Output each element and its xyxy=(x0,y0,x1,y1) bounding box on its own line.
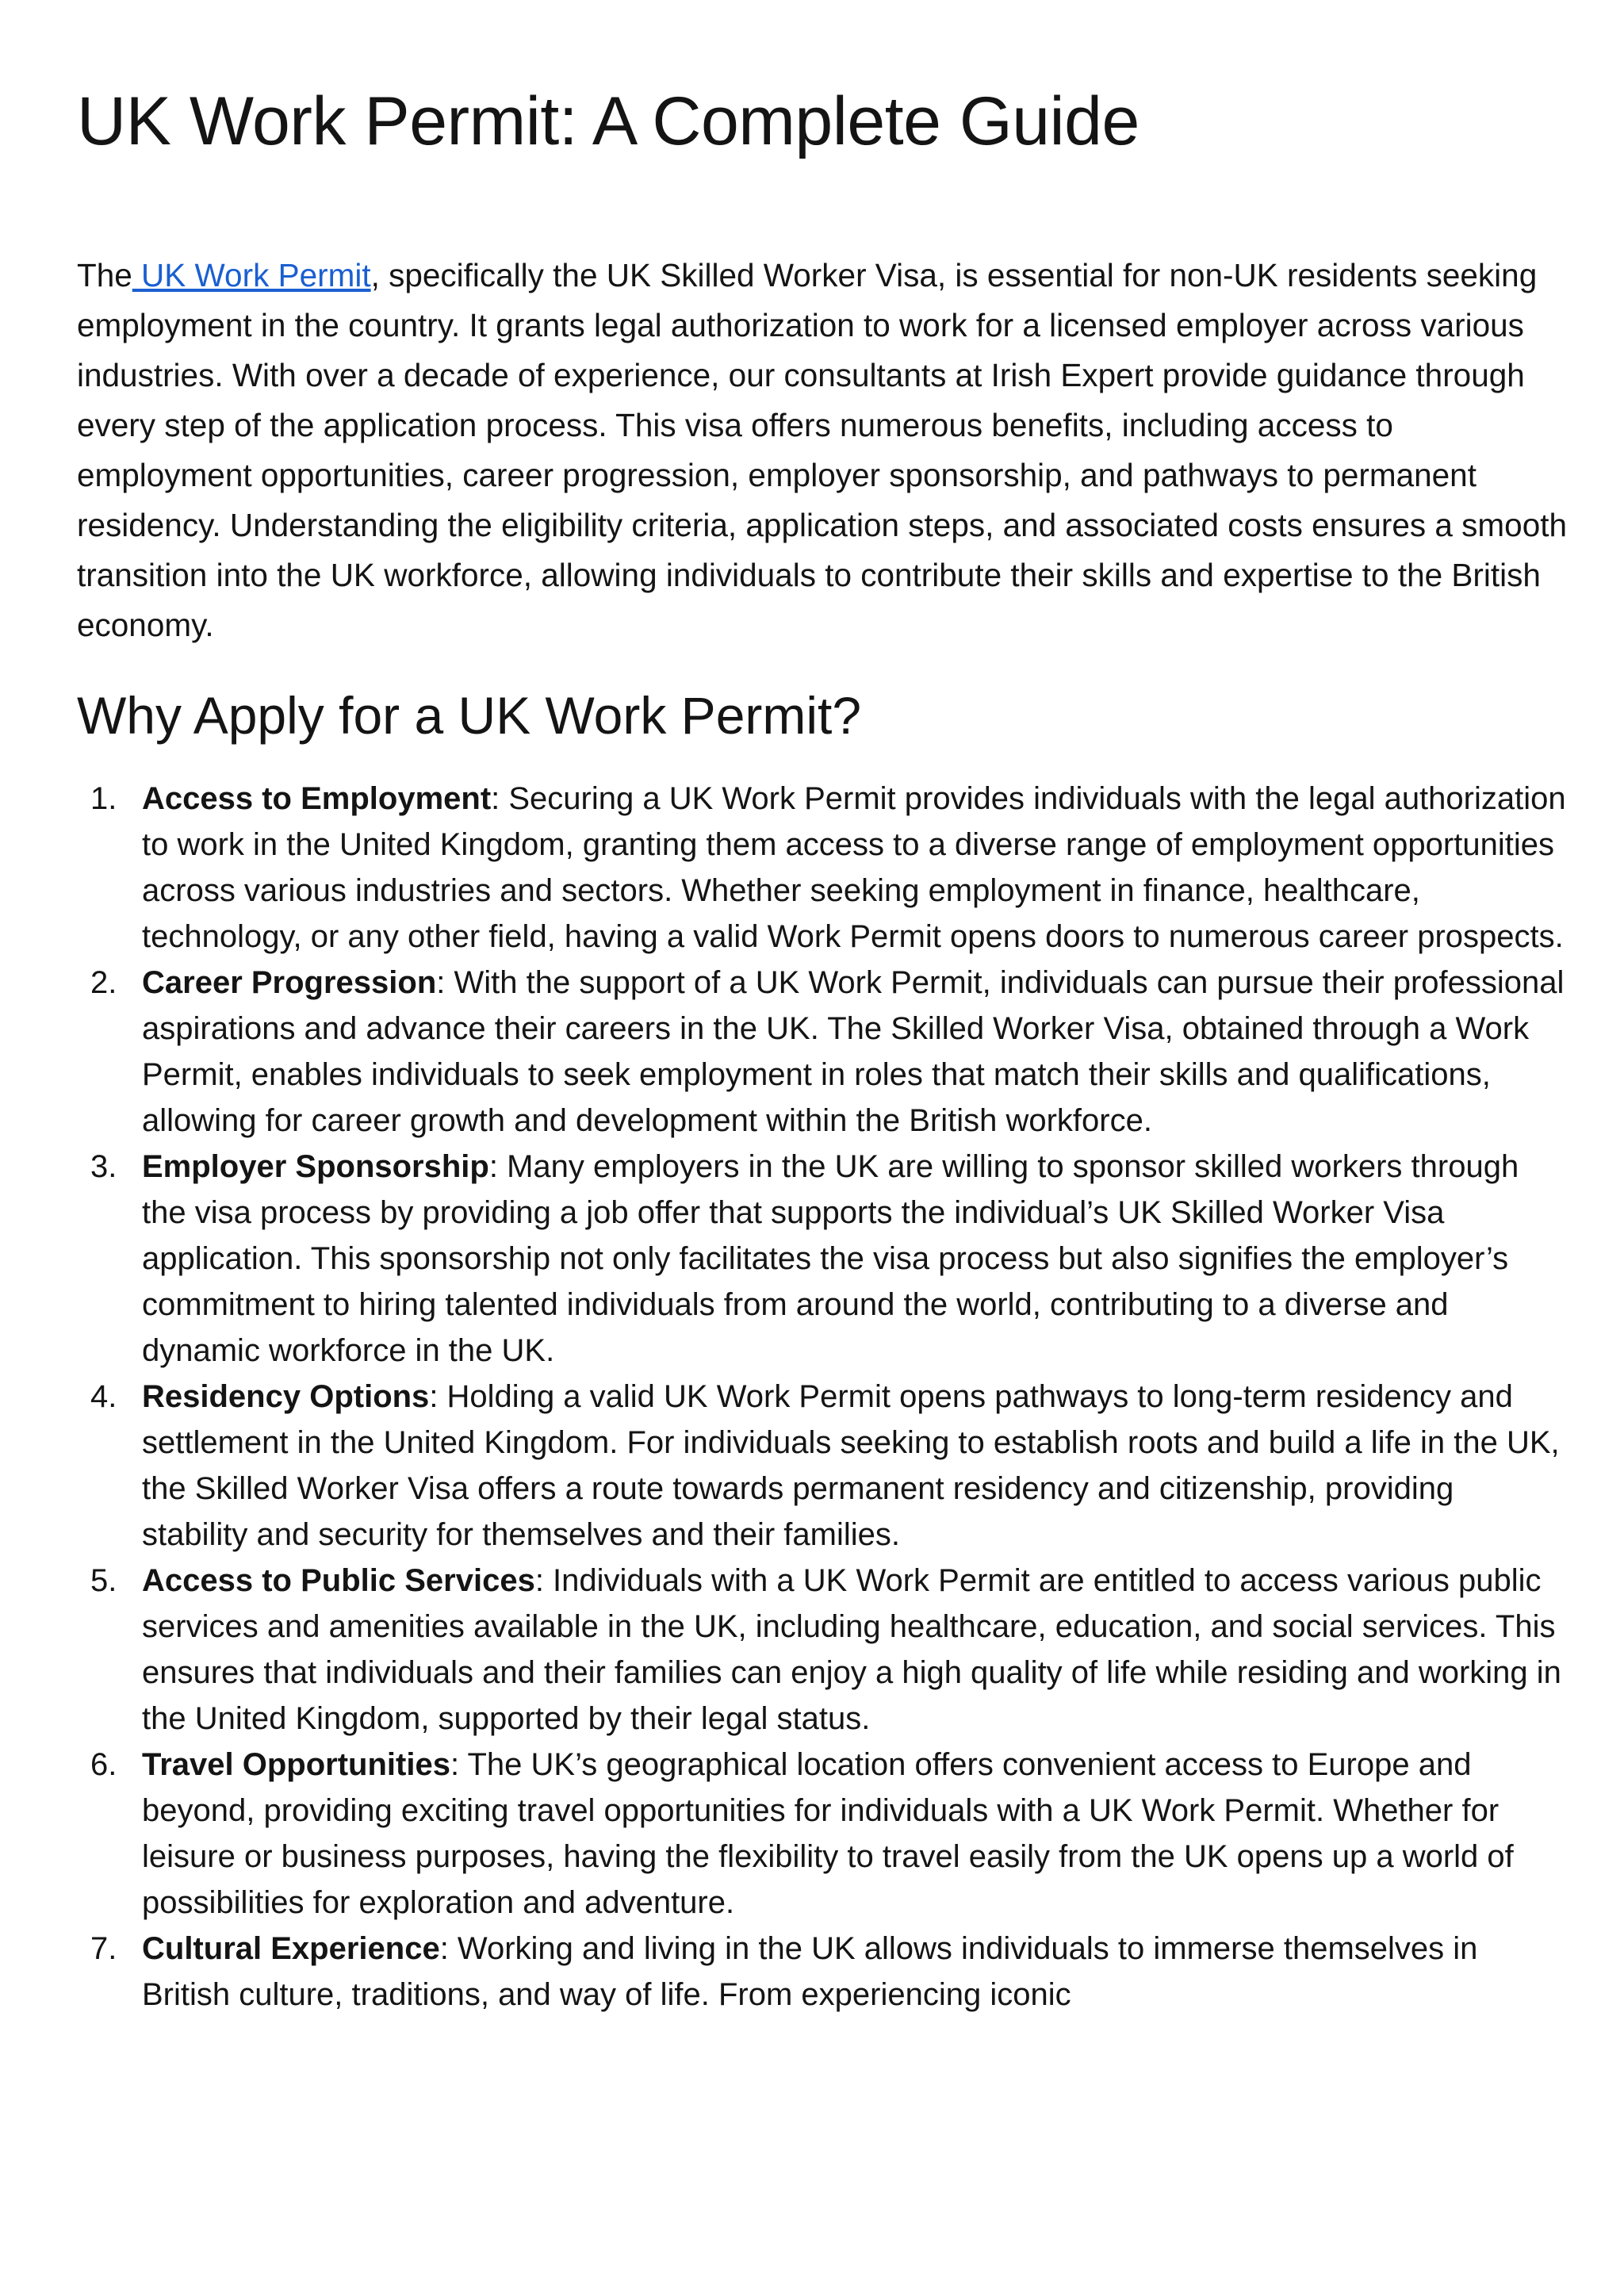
list-item-text: : Holding a valid UK Work Permit opens pathways to long-term residency and settlement in the United Kingdom. For individuals seeking to establish roots and build a life in the UK, the Skilled Worker Visa offers a route towards permanent residency and citizenship, providing stability and security for themselves and their families. xyxy=(142,1379,1560,1552)
page-title: UK Work Permit: A Complete Guide xyxy=(77,83,1139,159)
list-item xyxy=(77,1926,1568,2018)
list-item-number: 6. xyxy=(90,1747,117,1782)
list-item-number: 5. xyxy=(90,1563,117,1598)
list-item-text: : Securing a UK Work Permit provides individuals with the legal authorization to work in the United Kingdom, granting them access to a diverse range of employment opportunities across various industries and sectors. Whether seeking employment in finance, healthcare, technology, or any other field, having a valid Work Permit opens doors to numerous career prospects. xyxy=(142,781,1566,954)
list-item-text: : With the support of a UK Work Permit, individuals can pursue their professional aspirations and advance their careers in the UK. The Skilled Worker Visa, obtained through a Work Permit, enables individuals to seek employment in roles that match their skills and qualifications, allowing for career growth and development within the British workforce. xyxy=(142,965,1565,1138)
list-item-text: : Many employers in the UK are willing to sponsor skilled workers through the visa process by providing a job offer that supports the individual’s UK Skilled Worker Visa application. This sponsorship not only facilitates the visa process but also signifies the employer’s commitment to hiring talented individuals from around the world, contributing to a diverse and dynamic workforce in the UK. xyxy=(142,1149,1519,1368)
list-item-number: 2. xyxy=(90,965,117,1000)
list-item xyxy=(77,1558,1568,1742)
list-item-term: Employer Sponsorship xyxy=(142,1149,489,1184)
list-item-term: Career Progression xyxy=(142,965,437,1000)
uk-work-permit-link[interactable]: UK Work Permit xyxy=(132,257,371,293)
list-item-number: 4. xyxy=(90,1379,117,1414)
list-item-number: 3. xyxy=(90,1149,117,1184)
list-item xyxy=(77,1144,1568,1374)
list-item-text: : Individuals with a UK Work Permit are entitled to access various public services and amenities available in the UK, including healthcare, education, and social services. This ensures that individuals and their families can enjoy a high quality of life while residing and working in the United Kingdom, supported by their legal status. xyxy=(142,1563,1561,1736)
list-item-term: Travel Opportunities xyxy=(142,1747,450,1782)
list-item xyxy=(77,1742,1568,1926)
list-item-term: Access to Public Services xyxy=(142,1563,535,1598)
list-item-text: : The UK’s geographical location offers convenient access to Europe and beyond, providing exciting travel opportunities for individuals with a UK Work Permit. Whether for leisure or business purposes, having the flexibility to travel easily from the UK opens up a world of possibilities for exploration and adventure. xyxy=(142,1747,1514,1920)
section-heading: Why Apply for a UK Work Permit? xyxy=(77,686,862,745)
list-item-term: Cultural Experience xyxy=(142,1931,440,1966)
intro-text-after-link: , specifically the UK Skilled Worker Visa, is essential for non-UK residents seeking employment in the country. It grants legal authorization to work for a licensed employer across various industries. With over a decade of experience, our consultants at Irish Expert provide guidance through every step of the application process. This visa offers numerous benefits, including access to employment opportunities, career progression, employer sponsorship, and pathways to permanent residency. Understanding the eligibility criteria, application steps, and associated costs ensures a smooth transition into the UK workforce, allowing individuals to contribute their skills and expertise to the British economy. xyxy=(77,257,1567,643)
list-item-number: 7. xyxy=(90,1931,117,1966)
list-item xyxy=(77,776,1568,960)
intro-paragraph xyxy=(77,251,1568,650)
list-item-term: Access to Employment xyxy=(142,781,492,816)
list-item xyxy=(77,960,1568,1144)
intro-text-before-link: The xyxy=(77,257,132,293)
reasons-list xyxy=(77,776,1568,2018)
list-item xyxy=(77,1374,1568,1558)
list-item-term: Residency Options xyxy=(142,1379,430,1414)
list-item-text: : Working and living in the UK allows individuals to immerse themselves in British culture, traditions, and way of life. From experiencing iconic xyxy=(142,1931,1478,2012)
list-item-number: 1. xyxy=(90,781,117,816)
